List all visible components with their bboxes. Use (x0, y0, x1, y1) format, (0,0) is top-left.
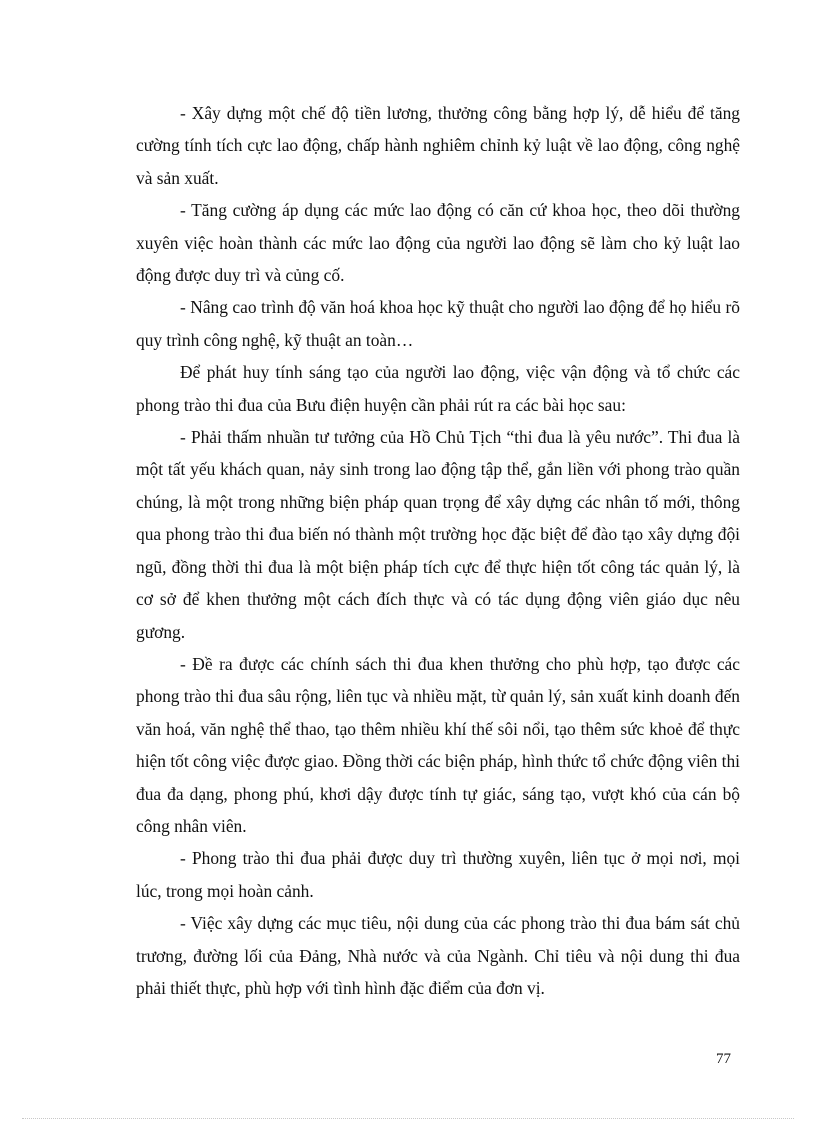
paragraph-education-level: - Nâng cao trình độ văn hoá khoa học kỹ thuật cho người lao động để họ hiểu rõ quy trình công nghệ, kỹ thuật an toàn… (136, 297, 740, 350)
paragraph-goals-content: - Việc xây dựng các mục tiêu, nội dung của các phong trào thi đua bám sát chủ trương, đường lối của Đảng, Nhà nước và của Ngành. Chỉ tiêu và nội dung thi đua phải thiết thực, phù hợp với tình hình đặc điểm của đơn vị. (136, 913, 740, 998)
document-body (136, 97, 740, 1004)
page-bottom-divider (22, 1118, 794, 1119)
paragraph-salary-policy: - Xây dựng một chế độ tiền lương, thưởng công bằng hợp lý, dễ hiểu để tăng cường tính tích cực lao động, chấp hành nghiêm chỉnh kỷ luật về lao động, công nghệ và sản xuất. (136, 103, 740, 188)
paragraph-reward-policy: - Đề ra được các chính sách thi đua khen thưởng cho phù hợp, tạo được các phong trào thi đua sâu rộng, liên tục và nhiều mặt, từ quản lý, sản xuất kinh doanh đến văn hoá, văn nghệ thể thao, tạo thêm nhiều khí thế sôi nổi, tạo thêm sức khoẻ để thực hiện tốt công việc được giao. Đồng thời các biện pháp, hình thức tổ chức động viên thi đua đa dạng, phong phú, khơi dậy được tính tự giác, sáng tạo, vượt khó của cán bộ công nhân viên. (136, 653, 740, 836)
paragraph-lessons-intro: Để phát huy tính sáng tạo của người lao động, việc vận động và tổ chức các phong trào thi đua của Bưu điện huyện cần phải rút ra các bài học sau: (136, 362, 740, 415)
paragraph-emulation-ideology: - Phải thấm nhuần tư tưởng của Hồ Chủ Tịch “thi đua là yêu nước”. Thi đua là một tất yếu khách quan, nảy sinh trong lao động tập thể, gắn liền với phong trào quần chúng, là một trong những biện pháp quan trọng để xây dựng các nhân tố mới, thông qua phong trào thi đua biến nó thành một trường học đặc biệt để đào tạo xây dựng đội ngũ, đồng thời thi đua là một biện pháp tích cực để thực hiện tốt công tác quản lý, là cơ sở để khen thưởng một cách đích thực và có tác dụng động viên giáo dục nêu gương. (136, 427, 740, 642)
page-number: 77 (716, 1051, 731, 1067)
paragraph-labor-norms: - Tăng cường áp dụng các mức lao động có căn cứ khoa học, theo dõi thường xuyên việc hoàn thành các mức lao động của người lao động sẽ làm cho kỷ luật lao động được duy trì và củng cố. (136, 200, 740, 286)
paragraph-continuity: - Phong trào thi đua phải được duy trì thường xuyên, liên tục ở mọi nơi, mọi lúc, trong mọi hoàn cảnh. (136, 848, 740, 901)
